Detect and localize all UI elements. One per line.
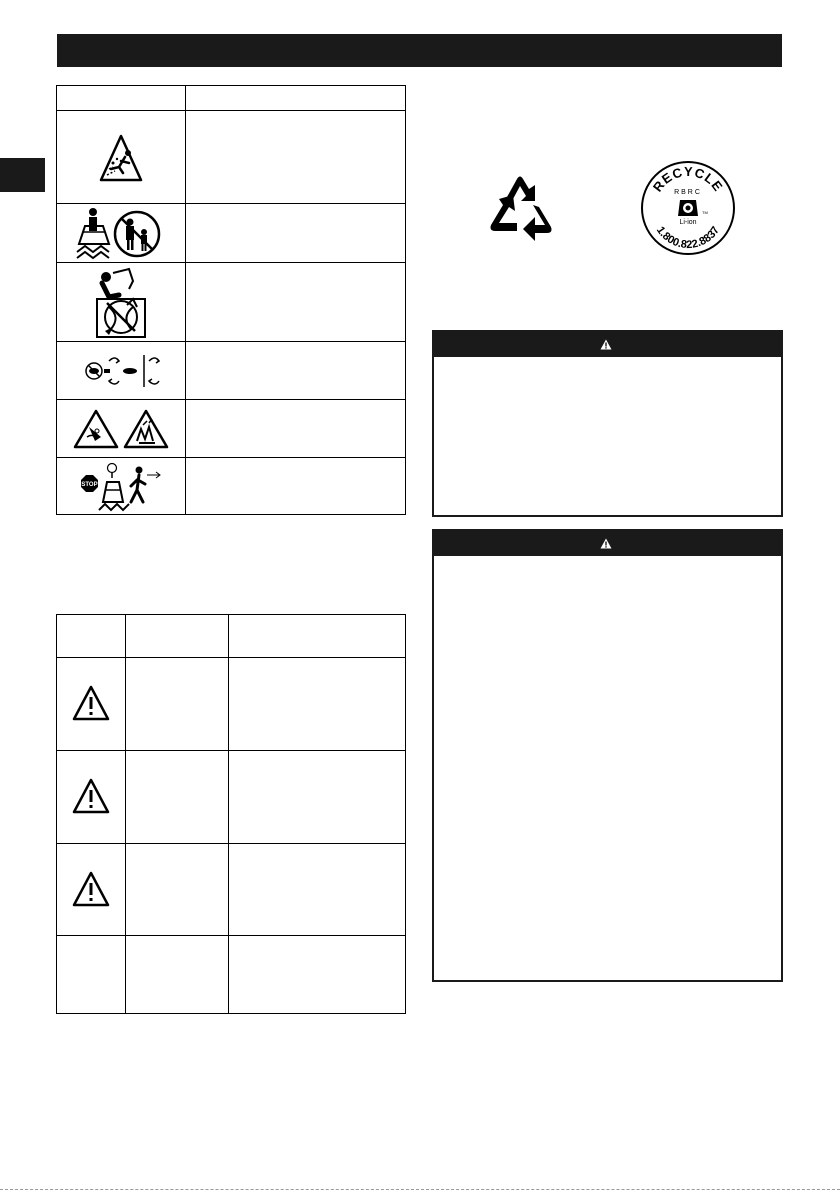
meaning-column-header: [229, 615, 406, 658]
safety-alert-triangle-icon: [57, 767, 125, 827]
signal-row: [57, 844, 406, 936]
page-bottom-rule: [0, 1189, 840, 1190]
section-header-bar: [57, 34, 782, 67]
meaning-column-header: [186, 86, 406, 111]
signal-meaning: [229, 844, 406, 936]
symbol-meaning: [186, 342, 406, 400]
svg-text:STOP: STOP: [81, 482, 98, 488]
signal-meaning: [229, 936, 406, 1014]
keep-bystanders-away-icon: [57, 204, 185, 262]
signal-meaning: [229, 658, 406, 751]
seal-mid-text: RBRC: [674, 189, 702, 196]
warning-triangle-icon: [600, 339, 612, 350]
signal-column-header: [126, 615, 229, 658]
signal-word: [126, 844, 229, 936]
stop-before-leaving-icon: [57, 458, 185, 514]
symbol-meaning: [186, 111, 406, 204]
symbol-row: [57, 111, 406, 204]
warning-header: [434, 332, 781, 357]
key-removal-icon: [57, 343, 185, 399]
auger-entanglement-icon: [57, 263, 185, 341]
seal-top-text: RECYCLE: [649, 163, 727, 195]
warning-box: [432, 330, 783, 517]
safety-alert-triangle-icon: [57, 860, 125, 920]
seal-chem-text: Li-ion: [679, 219, 697, 226]
rbrc-recycle-seal: [640, 160, 736, 256]
safety-alert-triangle-icon: [57, 674, 125, 734]
symbol-column-header: [57, 615, 126, 658]
thrown-objects-hazard-icon: [57, 111, 185, 203]
symbol-column-header: [57, 86, 186, 111]
warning-header: [434, 531, 781, 556]
side-language-tab: [0, 158, 45, 192]
symbols-table-header: [57, 86, 406, 111]
symbol-row: [57, 263, 406, 342]
signal-row: [57, 658, 406, 751]
symbol-meaning: [186, 263, 406, 342]
signal-word: [126, 936, 229, 1014]
symbol-row: [57, 400, 406, 458]
symbol-row: [57, 342, 406, 400]
symbol-meaning: [186, 204, 406, 263]
signal-words-table: [56, 614, 406, 1014]
signal-word: [126, 658, 229, 751]
recycle-arrows-icon: [477, 163, 563, 243]
cutting-rotating-parts-icon: [57, 401, 185, 457]
warning-box: [432, 529, 783, 982]
seal-tm: TM: [702, 210, 708, 215]
signal-row: [57, 936, 406, 1014]
symbol-row: [57, 458, 406, 515]
symbol-row: [57, 204, 406, 263]
symbol-meaning: [186, 458, 406, 515]
warning-triangle-icon: [600, 538, 612, 549]
seal-phone: 1.800.822.8837: [653, 224, 723, 252]
symbol-meaning: [186, 400, 406, 458]
symbols-table: [56, 85, 406, 515]
signal-table-header: [57, 615, 406, 658]
signal-row: [57, 751, 406, 844]
signal-word: [126, 751, 229, 844]
signal-meaning: [229, 751, 406, 844]
